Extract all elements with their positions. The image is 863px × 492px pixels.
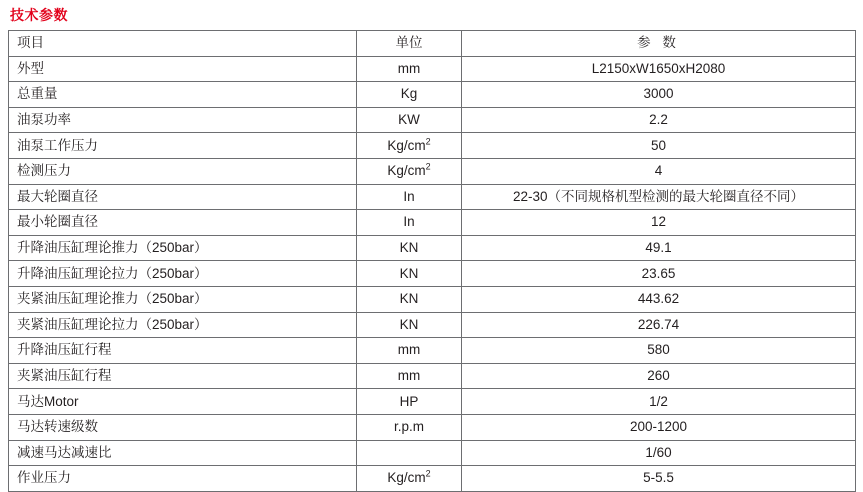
cell-value: 4 <box>462 158 856 184</box>
cell-item: 夹紧油压缸理论推力（250bar） <box>9 286 357 312</box>
cell-value: 580 <box>462 338 856 364</box>
table-row <box>9 56 856 82</box>
cell-unit: KN <box>357 286 462 312</box>
table-row <box>9 158 856 184</box>
table-header-row <box>9 31 856 57</box>
table-row <box>9 210 856 236</box>
cell-item: 马达Motor <box>9 389 357 415</box>
cell-item: 最大轮圈直径 <box>9 184 357 210</box>
cell-unit: $Kg/cm^2$ <box>357 466 462 492</box>
cell-item: 最小轮圈直径 <box>9 210 357 236</box>
cell-item: 外型 <box>9 56 357 82</box>
cell-value: 23.65 <box>462 261 856 287</box>
cell-value: 1/2 <box>462 389 856 415</box>
cell-value: 226.74 <box>462 312 856 338</box>
column-header-item: 项目 <box>9 31 357 57</box>
column-header-value: 参 数 <box>462 31 856 57</box>
table-row <box>9 82 856 108</box>
cell-item: 油泵工作压力 <box>9 133 357 159</box>
cell-item: 夹紧油压缸理论拉力（250bar） <box>9 312 357 338</box>
cell-value: 49.1 <box>462 235 856 261</box>
cell-unit: In <box>357 210 462 236</box>
cell-unit: Kg <box>357 82 462 108</box>
cell-unit: KW <box>357 107 462 133</box>
table-row <box>9 363 856 389</box>
cell-item: 升降油压缸理论推力（250bar） <box>9 235 357 261</box>
cell-unit: $Kg/cm^2$ <box>357 133 462 159</box>
cell-value: 260 <box>462 363 856 389</box>
cell-item: 减速马达减速比 <box>9 440 357 466</box>
cell-value: L2150xW1650xH2080 <box>462 56 856 82</box>
table-body <box>9 56 856 491</box>
cell-item: 夹紧油压缸行程 <box>9 363 357 389</box>
unit-superscript: 2 <box>425 468 431 479</box>
cell-unit: KN <box>357 235 462 261</box>
cell-value: 50 <box>462 133 856 159</box>
table-row <box>9 338 856 364</box>
cell-unit: HP <box>357 389 462 415</box>
table-header <box>9 31 856 57</box>
column-header-unit: 单位 <box>357 31 462 57</box>
cell-unit: $Kg/cm^2$ <box>357 158 462 184</box>
cell-unit: KN <box>357 312 462 338</box>
table-row <box>9 133 856 159</box>
cell-unit <box>357 440 462 466</box>
cell-unit: mm <box>357 363 462 389</box>
cell-unit: In <box>357 184 462 210</box>
cell-unit: KN <box>357 261 462 287</box>
cell-value: 12 <box>462 210 856 236</box>
cell-item: 马达转速级数 <box>9 414 357 440</box>
cell-item: 作业压力 <box>9 466 357 492</box>
table-row <box>9 414 856 440</box>
cell-value: 5-5.5 <box>462 466 856 492</box>
cell-value: 1/60 <box>462 440 856 466</box>
cell-value: 200-1200 <box>462 414 856 440</box>
cell-item: 总重量 <box>9 82 357 108</box>
cell-value: 22-30（不同规格机型检测的最大轮圈直径不同） <box>462 184 856 210</box>
table-row <box>9 466 856 492</box>
technical-parameters-table <box>8 30 856 492</box>
table-row <box>9 440 856 466</box>
cell-value: 2.2 <box>462 107 856 133</box>
table-row <box>9 312 856 338</box>
table-row <box>9 184 856 210</box>
cell-item: 检测压力 <box>9 158 357 184</box>
page-title: 技术参数 <box>10 7 68 23</box>
cell-value: 3000 <box>462 82 856 108</box>
unit-superscript: 2 <box>425 136 431 147</box>
table-row <box>9 286 856 312</box>
cell-unit: mm <box>357 338 462 364</box>
cell-item: 升降油压缸行程 <box>9 338 357 364</box>
table-row <box>9 261 856 287</box>
cell-unit: mm <box>357 56 462 82</box>
unit-superscript: 2 <box>425 161 431 172</box>
cell-item: 油泵功率 <box>9 107 357 133</box>
table-row <box>9 107 856 133</box>
cell-unit: r.p.m <box>357 414 462 440</box>
table-row <box>9 389 856 415</box>
cell-value: 443.62 <box>462 286 856 312</box>
table-row <box>9 235 856 261</box>
cell-item: 升降油压缸理论拉力（250bar） <box>9 261 357 287</box>
